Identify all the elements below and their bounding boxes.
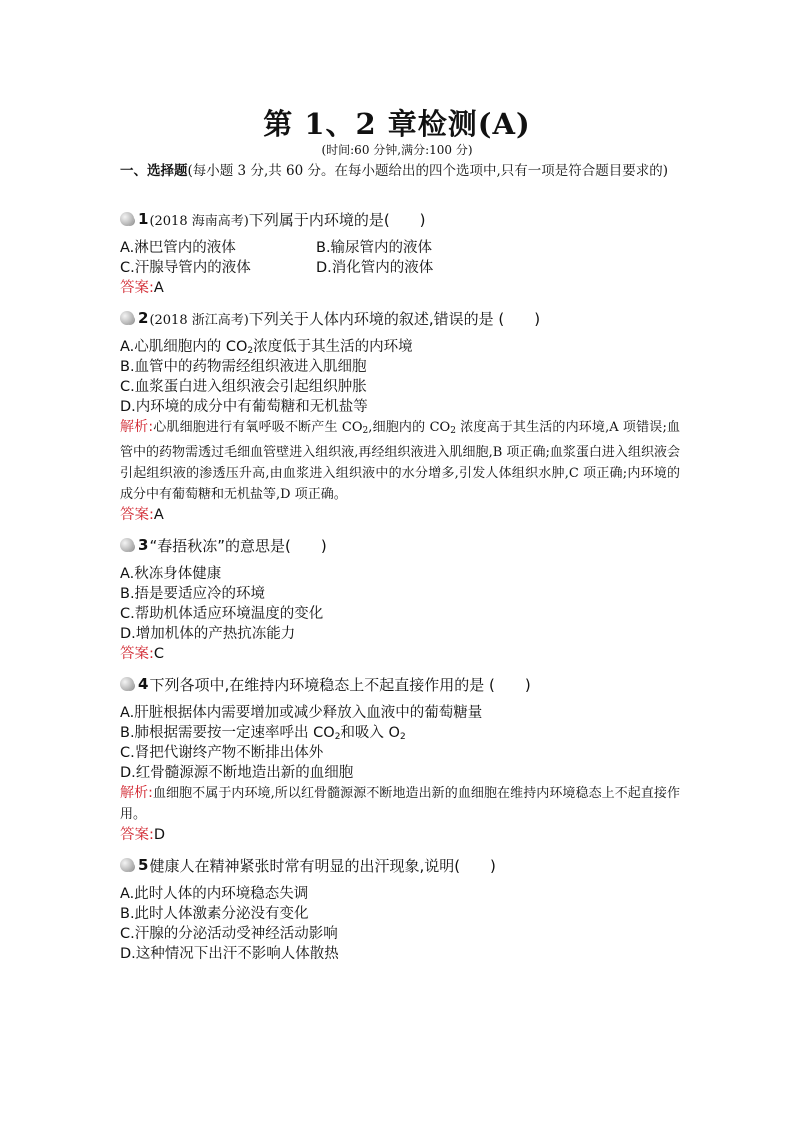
question-text: 下列属于内环境的是( ) [248, 210, 426, 229]
options [120, 238, 680, 278]
option-b-text: B.肺根据需要按一定速率呼出 CO [120, 725, 335, 741]
answer-label: 答案: [120, 827, 154, 843]
question-text: 下列关于人体内环境的叙述,错误的是 ( ) [248, 309, 541, 328]
option-a: A.秋冻身体健康 [120, 566, 222, 582]
explanation-text: 浓度高于其生活的内环境,A 项错误;血管中的药物需透过毛细血管壁进入组织液,再经组织液进入肌细胞,B 项正确;血浆蛋白进入组织液会引起组织液的渗透压升高,由血浆进入组织液中的水分增多,引发人体组织水肿,C 项正确;内环境的成分中有葡萄糖和无机盐等,D 项正确。 [120, 420, 680, 502]
option-c: C.血浆蛋白进入组织液会引起组织肿胀 [120, 379, 367, 395]
question-5 [120, 853, 680, 964]
bullet-icon [120, 212, 134, 226]
explanation-text: 心肌细胞进行有氧呼吸不断产生 CO [153, 420, 363, 435]
section-title: 一、选择题 [120, 163, 188, 179]
answer [120, 505, 680, 525]
section-heading [120, 160, 680, 182]
question-text: 健康人在精神紧张时常有明显的出汗现象,说明( ) [149, 856, 496, 875]
subscript: 2 [450, 426, 456, 436]
question-2 [120, 306, 680, 525]
explanation-text: ,细胞内的 CO [368, 420, 451, 435]
page-title: 第 1、2 章检测(A) [263, 107, 531, 141]
question-4 [120, 672, 680, 845]
option-d: D.内环境的成分中有葡萄糖和无机盐等 [120, 399, 368, 415]
question-3 [120, 533, 680, 664]
explanation-text: 血细胞不属于内环境,所以红骨髓源源不断地造出新的血细胞在维持内环境稳态上不起直接作用。 [120, 786, 681, 822]
answer-value: A [153, 280, 164, 296]
bullet-icon [120, 311, 134, 325]
answer-value: D [153, 827, 166, 843]
answer-label: 答案: [120, 280, 154, 296]
answer-value: A [153, 507, 164, 523]
option-a-text: A.心肌细胞内的 CO [120, 339, 248, 355]
option-a: A.此时人体的内环境稳态失调 [120, 886, 309, 902]
option-a [120, 337, 680, 357]
option-b: B.捂是要适应冷的环境 [120, 586, 266, 602]
question-stem [120, 306, 680, 330]
question-stem [120, 672, 680, 696]
question-number: 2 [138, 309, 149, 327]
option-c: C.帮助机体适应环境温度的变化 [120, 606, 324, 622]
option-b: B.此时人体激素分泌没有变化 [120, 906, 309, 922]
explanation [120, 417, 680, 505]
answer [120, 644, 680, 664]
question-number: 4 [138, 675, 149, 693]
option-d: D.消化管内的液体 [316, 260, 434, 276]
answer-value: C [153, 646, 165, 662]
option-b-text-end: 和吸入 O [340, 725, 400, 741]
option-a-text-end: 浓度低于其生活的内环境 [253, 339, 413, 355]
bullet-icon [120, 538, 134, 552]
section-note: (每小题 3 分,共 60 分。在每小题给出的四个选项中,只有一项是符合题目要求的) [187, 163, 669, 179]
option-d: D.红骨髓源源不断地造出新的血细胞 [120, 765, 354, 781]
question-1 [120, 207, 680, 298]
question-text: “春捂秋冻”的意思是( ) [149, 536, 327, 555]
option-d: D.这种情况下出汗不影响人体散热 [120, 946, 339, 962]
answer [120, 278, 680, 298]
question-stem [120, 853, 680, 877]
question-source: (2018 海南高考) [149, 213, 249, 229]
bullet-icon [120, 858, 134, 872]
question-number: 1 [138, 210, 149, 228]
question-text: 下列各项中,在维持内环境稳态上不起直接作用的是 ( ) [149, 675, 531, 694]
option-d: D.增加机体的产热抗冻能力 [120, 626, 296, 642]
explanation-label: 解析: [120, 785, 153, 801]
subscript: 2 [247, 346, 254, 356]
answer-label: 答案: [120, 507, 154, 523]
answer-label: 答案: [120, 646, 154, 662]
option-a: A.肝脏根据体内需要增加或减少释放入血液中的葡萄糖量 [120, 705, 483, 721]
option-c: C.肾把代谢终产物不断排出体外 [120, 745, 324, 761]
question-number: 5 [138, 856, 149, 874]
question-source: (2018 浙江高考) [149, 312, 249, 328]
question-number: 3 [138, 536, 149, 554]
question-list [120, 207, 680, 964]
option-b: B.血管中的药物需经组织液进入肌细胞 [120, 359, 367, 375]
question-stem [120, 207, 680, 231]
option-a: A.淋巴管内的液体 [120, 240, 236, 256]
answer [120, 825, 680, 845]
bullet-icon [120, 677, 134, 691]
subscript: 2 [334, 732, 341, 742]
question-stem [120, 533, 680, 557]
option-c: C.汗腺导管内的液体 [120, 260, 251, 276]
explanation [120, 783, 680, 825]
subscript: 2 [399, 732, 406, 742]
exam-info: (时间:60 分钟,满分:100 分) [321, 143, 473, 157]
option-c: C.汗腺的分泌活动受神经活动影响 [120, 926, 338, 942]
explanation-label: 解析: [120, 419, 154, 435]
option-b: B.输尿管内的液体 [316, 240, 433, 256]
subscript: 2 [362, 426, 369, 436]
option-b [120, 723, 680, 743]
